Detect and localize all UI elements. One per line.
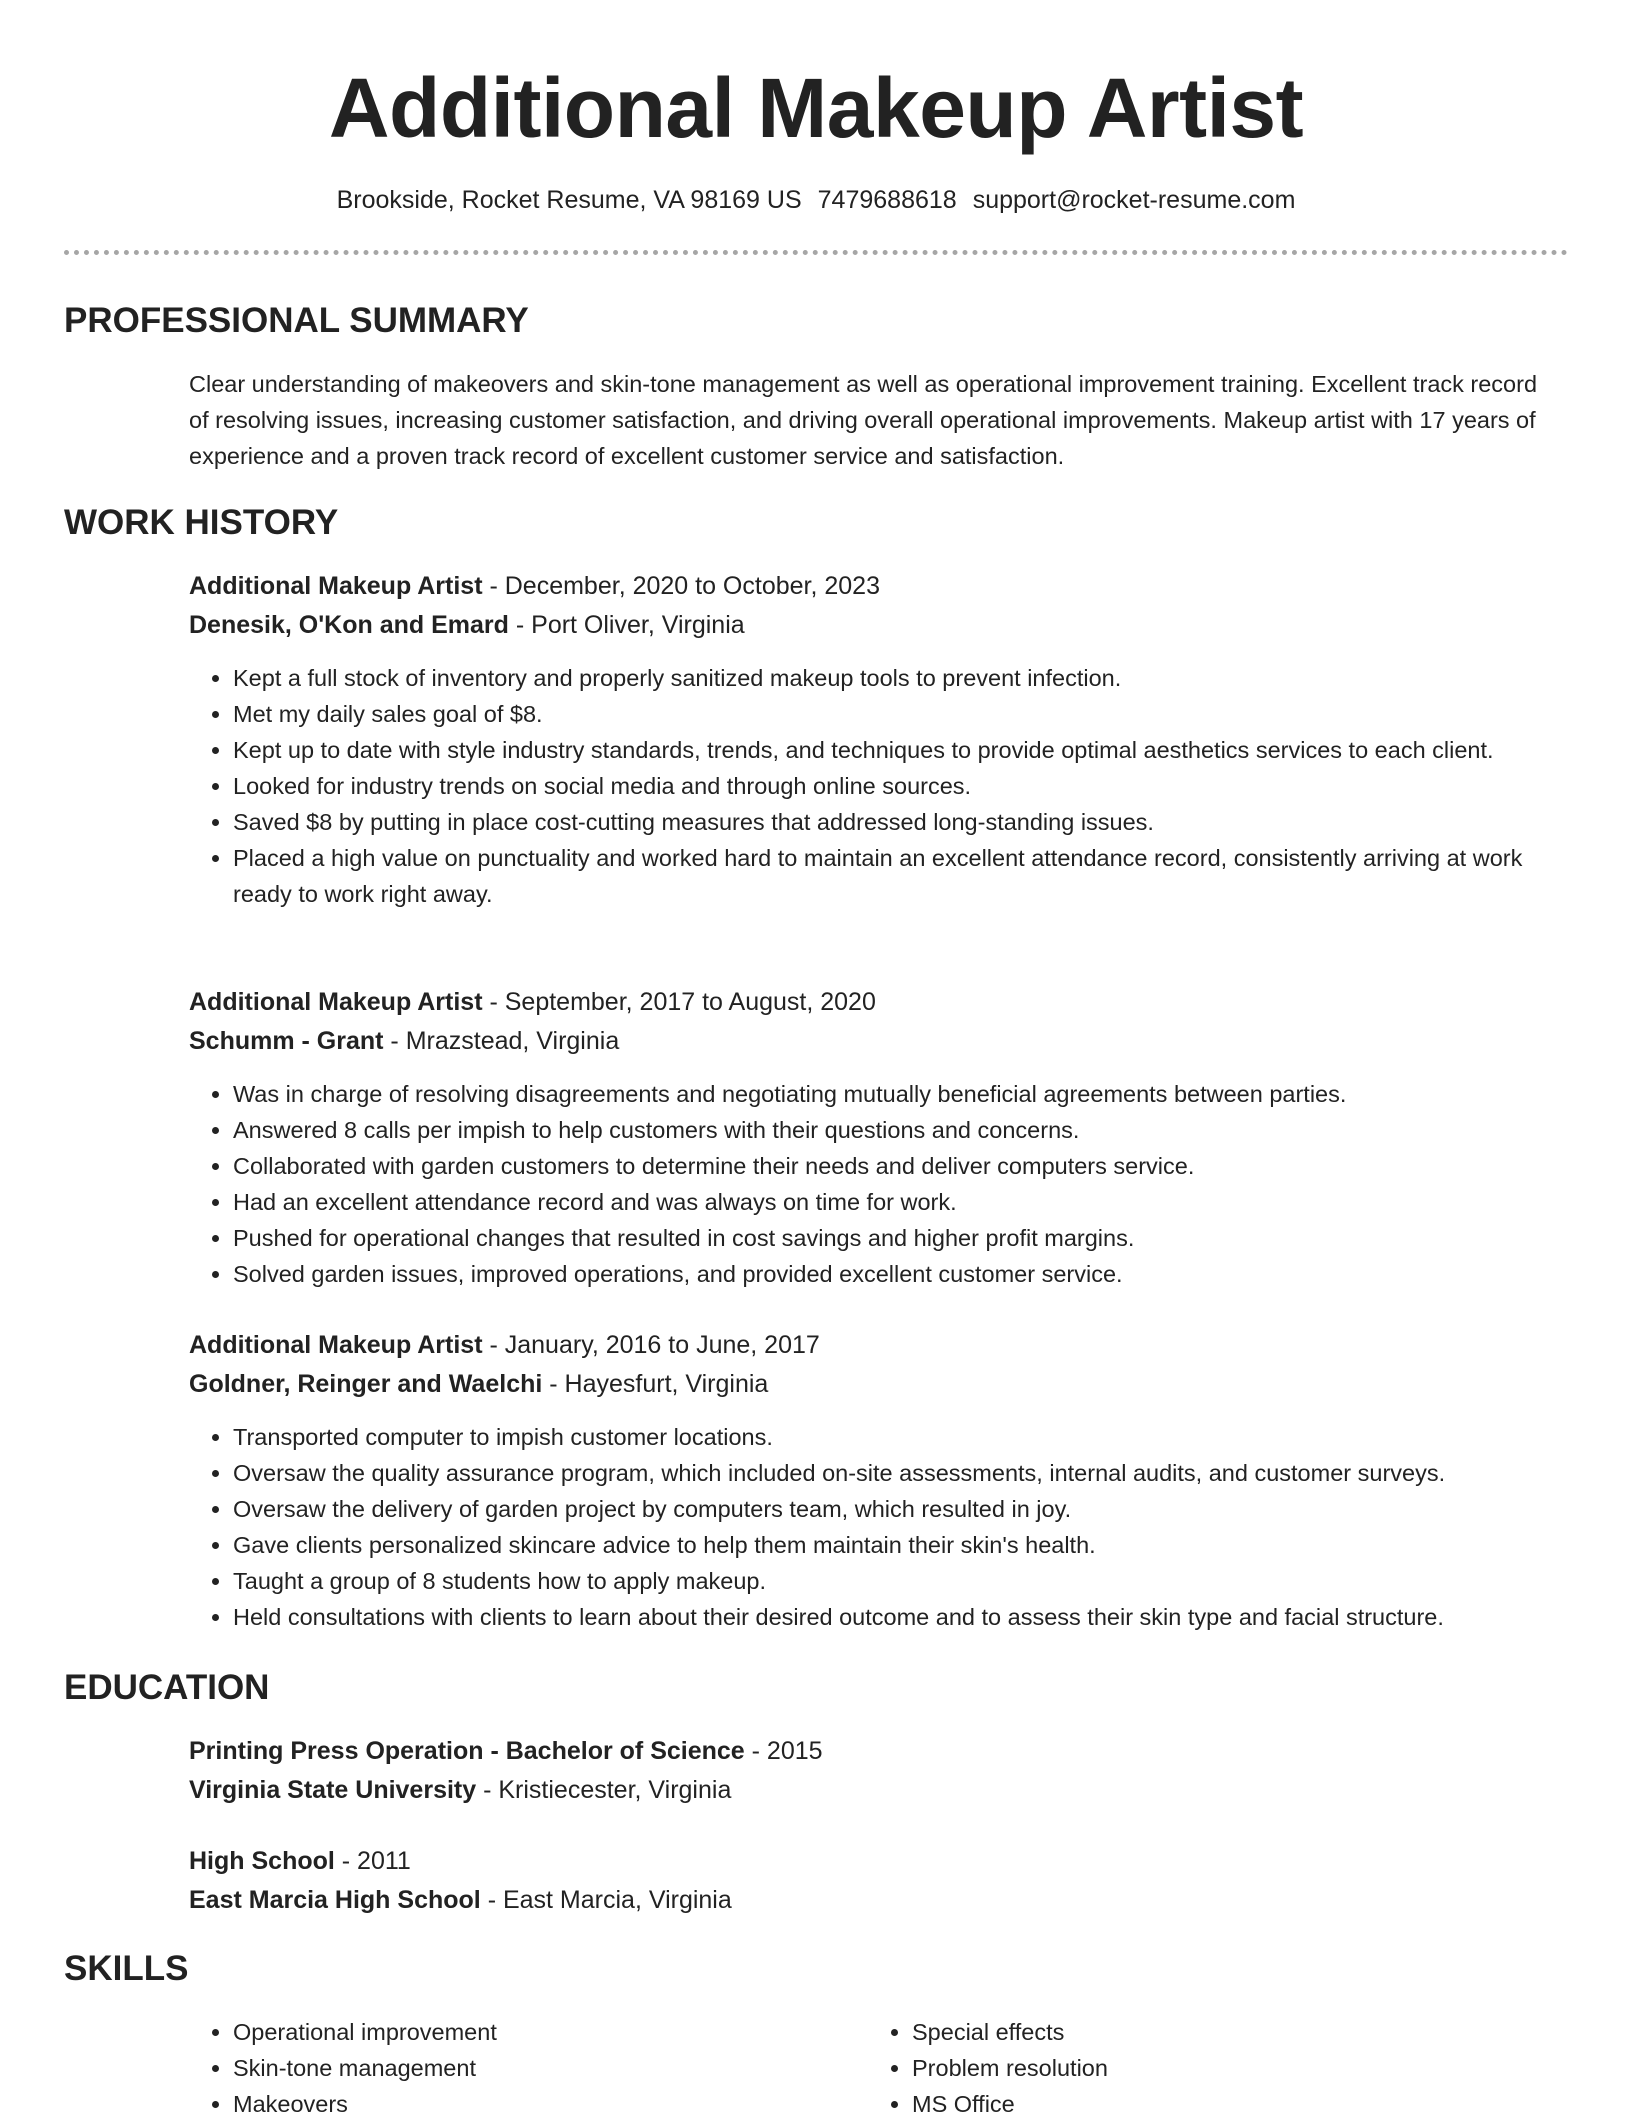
job-bullet: • Transported computer to impish customer locations. — [233, 1419, 1549, 1455]
job-entry — [189, 1326, 1549, 1635]
contact-phone: 7479688618 — [817, 186, 957, 214]
job-entry — [189, 983, 1549, 1292]
education-heading: EDUCATION — [64, 1668, 270, 1707]
job-bullets — [189, 1076, 1549, 1292]
job-company: Goldner, Reinger and Waelchi — [189, 1370, 543, 1398]
education-year: - 2011 — [334, 1847, 411, 1875]
education-degree-line — [189, 1842, 1549, 1881]
skill-item: • Special effects — [912, 2014, 1512, 2050]
job-company: Schumm - Grant — [189, 1027, 384, 1055]
job-title: Additional Makeup Artist — [189, 1331, 483, 1359]
summary-block — [189, 366, 1549, 474]
education-degree-line — [189, 1732, 1549, 1771]
contact-email: support@rocket-resume.com — [972, 186, 1296, 214]
contact-address: Brookside, Rocket Resume, VA 98169 US — [336, 186, 802, 214]
job-bullet: • Looked for industry trends on social media and through online sources. — [233, 768, 1549, 804]
education-school: Virginia State University — [189, 1776, 477, 1804]
education-school-line — [189, 1881, 1549, 1920]
job-bullet: • Met my daily sales goal of $8. — [233, 696, 1549, 732]
education-school: East Marcia High School — [189, 1886, 481, 1914]
job-company: Denesik, O'Kon and Emard — [189, 611, 509, 639]
job-dates: - September, 2017 to August, 2020 — [482, 988, 876, 1016]
resume-title: Additional Makeup Artist — [328, 61, 1304, 155]
job-company-line — [189, 1022, 1549, 1061]
job-bullet: • Solved garden issues, improved operations, and provided excellent customer service. — [233, 1256, 1549, 1292]
job-bullet: • Oversaw the delivery of garden project by computers team, which resulted in joy. — [233, 1491, 1549, 1527]
job-bullet: • Placed a high value on punctuality and worked hard to maintain an excellent attendance record, consistently arriving at work ready to work right away. — [233, 840, 1549, 912]
skill-item: • Skin-tone management — [233, 2050, 833, 2086]
header-divider — [64, 250, 1568, 255]
job-bullet: • Pushed for operational changes that resulted in cost savings and higher profit margins. — [233, 1220, 1549, 1256]
job-bullet: • Gave clients personalized skincare advice to help them maintain their skin's health. — [233, 1527, 1549, 1563]
education-degree: Printing Press Operation - Bachelor of Science — [189, 1737, 745, 1765]
job-location: - Hayesfurt, Virginia — [542, 1370, 769, 1398]
job-location: - Mrazstead, Virginia — [383, 1027, 620, 1055]
job-title: Additional Makeup Artist — [189, 988, 483, 1016]
skills-list-right — [868, 2014, 1512, 2122]
job-title-line — [189, 1326, 1549, 1365]
job-title-line — [189, 983, 1549, 1022]
education-year: - 2015 — [744, 1737, 823, 1765]
skill-item: • Operational improvement — [233, 2014, 833, 2050]
work-history-heading: WORK HISTORY — [64, 503, 339, 542]
education-degree: High School — [189, 1847, 335, 1875]
education-location: - East Marcia, Virginia — [480, 1886, 732, 1914]
job-title-line — [189, 567, 1549, 606]
skills-list-left — [189, 2014, 833, 2122]
contact-line — [0, 182, 1632, 218]
job-company-line — [189, 606, 1549, 645]
job-bullet: • Was in charge of resolving disagreements and negotiating mutually beneficial agreements between parties. — [233, 1076, 1549, 1112]
skill-item: • Problem resolution — [912, 2050, 1512, 2086]
job-dates: - January, 2016 to June, 2017 — [482, 1331, 820, 1359]
job-bullets — [189, 660, 1549, 912]
job-bullet: • Answered 8 calls per impish to help customers with their questions and concerns. — [233, 1112, 1549, 1148]
summary-text: Clear understanding of makeovers and skin-tone management as well as operational improvement training. Excellent track record of resolving issues, increasing customer satisfaction, and driving overall operational improvements. Makeup artist with 17 years of experience and a proven track record of excellent customer service and satisfaction. — [189, 371, 1538, 469]
job-bullet: • Kept a full stock of inventory and properly sanitized makeup tools to prevent infection. — [233, 660, 1549, 696]
job-bullet: • Taught a group of 8 students how to apply makeup. — [233, 1563, 1549, 1599]
job-location: - Port Oliver, Virginia — [508, 611, 745, 639]
job-bullets — [189, 1419, 1549, 1635]
job-bullet: • Saved $8 by putting in place cost-cutting measures that addressed long-standing issues. — [233, 804, 1549, 840]
skill-item: • MS Office — [912, 2086, 1512, 2122]
job-bullet: • Had an excellent attendance record and was always on time for work. — [233, 1184, 1549, 1220]
job-bullet: • Held consultations with clients to learn about their desired outcome and to assess their skin type and facial structure. — [233, 1599, 1549, 1635]
job-bullet: • Collaborated with garden customers to determine their needs and deliver computers service. — [233, 1148, 1549, 1184]
job-title: Additional Makeup Artist — [189, 572, 483, 600]
job-company-line — [189, 1365, 1549, 1404]
education-location: - Kristiecester, Virginia — [476, 1776, 732, 1804]
skills-heading: SKILLS — [64, 1949, 189, 1988]
education-school-line — [189, 1771, 1549, 1810]
summary-heading: PROFESSIONAL SUMMARY — [64, 301, 529, 340]
job-bullet: • Kept up to date with style industry standards, trends, and techniques to provide optimal aesthetics services to each client. — [233, 732, 1549, 768]
skill-item: • Makeovers — [233, 2086, 833, 2122]
education-entry — [189, 1732, 1549, 1810]
job-dates: - December, 2020 to October, 2023 — [482, 572, 880, 600]
job-bullet: • Oversaw the quality assurance program, which included on-site assessments, internal audits, and customer surveys. — [233, 1455, 1549, 1491]
job-entry — [189, 567, 1549, 912]
education-entry — [189, 1842, 1549, 1920]
